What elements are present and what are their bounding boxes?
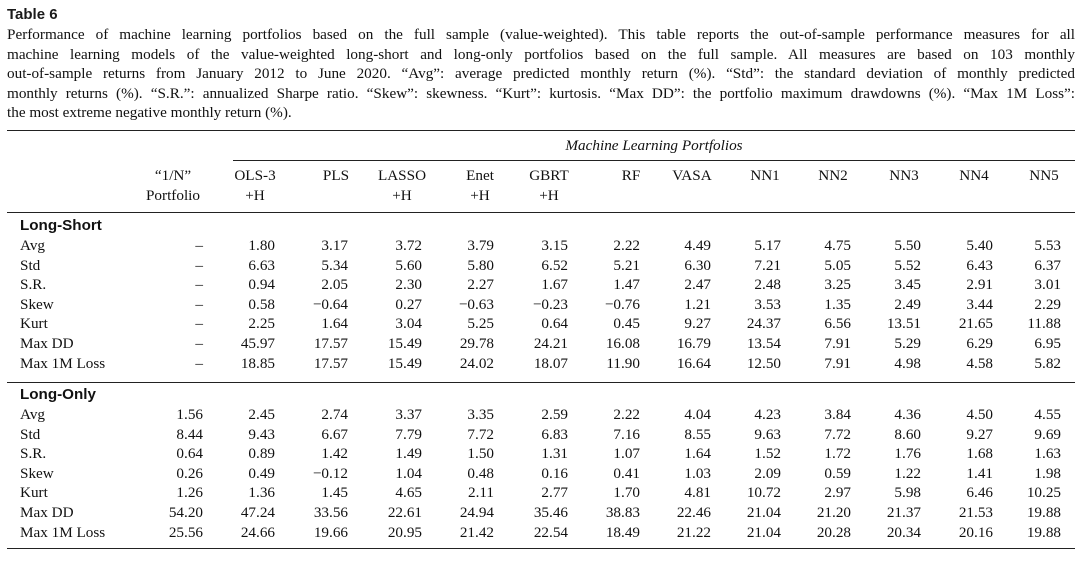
- table-cell: −0.64: [312, 295, 348, 313]
- table-cell: 1.49: [395, 445, 422, 463]
- table-cell: 1.31: [541, 445, 568, 463]
- caption-line: out-of-sample returns from January 2012 to June 2020. “Avg”: average predicted monthly return (%). “Std”: the standard deviation of monthly predicted: [7, 65, 1075, 83]
- table-cell: 47.24: [240, 504, 275, 521]
- table-cell: 5.40: [966, 237, 993, 254]
- column-header: “1/N”: [154, 167, 192, 184]
- table-cell: 2.49: [894, 295, 921, 313]
- table-cell: 10.25: [1026, 484, 1061, 502]
- table-cell: –: [195, 315, 203, 333]
- table-cell: 1.41: [966, 464, 993, 482]
- section-divider: [7, 382, 1075, 383]
- table-cell: 0.64: [541, 315, 568, 333]
- table-cell: 0.26: [176, 464, 203, 482]
- column-header: NN3: [889, 167, 919, 184]
- table-cell: 5.98: [894, 484, 921, 502]
- table-cell: 6.46: [966, 484, 993, 502]
- table-cell: –: [195, 237, 203, 254]
- group-underline: [233, 160, 1075, 161]
- table-cell: 4.65: [395, 484, 422, 502]
- row-label: Skew: [20, 295, 54, 313]
- table-cell: 7.91: [824, 335, 851, 352]
- table-cell: 21.65: [958, 315, 993, 333]
- table-cell: 4.50: [966, 406, 993, 423]
- column-header: NN2: [818, 167, 848, 184]
- table-cell: 16.79: [676, 335, 711, 352]
- table-cell: 15.49: [387, 354, 422, 372]
- table-cell: 0.41: [613, 464, 640, 482]
- table-cell: 7.79: [395, 425, 422, 443]
- table-cell: 19.66: [313, 523, 348, 541]
- table-cell: 6.30: [684, 256, 711, 274]
- table-cell: 8.55: [684, 425, 711, 443]
- table-cell: 10.72: [746, 484, 781, 502]
- table-cell: 1.04: [395, 464, 422, 482]
- row-label: Avg: [20, 237, 46, 254]
- row-label: Max 1M Loss: [20, 354, 106, 372]
- table-cell: 18.07: [533, 354, 568, 372]
- table-cell: 1.47: [613, 276, 640, 294]
- table-cell: 1.56: [176, 406, 203, 423]
- table-cell: 5.80: [467, 256, 494, 274]
- table-cell: 2.30: [395, 276, 422, 294]
- table-caption: [7, 25, 1075, 123]
- table-cell: 3.25: [824, 276, 851, 294]
- table-cell: 5.25: [467, 315, 494, 333]
- column-header: NN5: [1029, 167, 1059, 184]
- table-cell: 5.50: [894, 237, 921, 254]
- row-label: Skew: [20, 464, 54, 482]
- table-cell: 1.35: [824, 295, 851, 313]
- table-cell: 1.76: [894, 445, 921, 463]
- row-label: Kurt: [20, 315, 48, 333]
- table-cell: 21.04: [746, 523, 781, 541]
- table-cell: 3.15: [541, 237, 568, 254]
- table-cell: 0.45: [613, 315, 640, 333]
- column-header: RF: [621, 167, 641, 184]
- row-label: Std: [20, 425, 41, 443]
- table-cell: 6.52: [541, 256, 568, 274]
- column-header-sub: +H: [245, 187, 265, 204]
- table-cell: 45.97: [240, 335, 275, 352]
- table-label: Table 6: [7, 6, 58, 23]
- table-cell: 24.66: [240, 523, 275, 541]
- table-cell: 1.50: [467, 445, 494, 463]
- table-cell: 0.89: [248, 445, 275, 463]
- table-cell: 3.04: [395, 315, 422, 333]
- table-cell: 0.64: [176, 445, 203, 463]
- table-cell: 1.63: [1034, 445, 1061, 463]
- table-cell: −0.76: [604, 295, 640, 313]
- table-cell: 2.09: [754, 464, 781, 482]
- table-cell: 1.52: [754, 445, 781, 463]
- table-cell: 35.46: [533, 504, 568, 521]
- row-label: S.R.: [20, 276, 47, 294]
- table-cell: 2.22: [613, 406, 640, 423]
- table-cell: 54.20: [168, 504, 203, 521]
- row-label: Max 1M Loss: [20, 523, 106, 541]
- table-cell: 15.49: [387, 335, 422, 352]
- table-cell: 1.64: [321, 315, 348, 333]
- table-cell: 6.43: [966, 256, 993, 274]
- table-cell: 22.61: [387, 504, 422, 521]
- table-cell: 1.07: [613, 445, 640, 463]
- table-cell: 5.60: [395, 256, 422, 274]
- table-cell: 1.36: [248, 484, 275, 502]
- table-cell: 12.50: [746, 354, 781, 372]
- table-cell: 2.29: [1034, 295, 1061, 313]
- column-header: NN4: [959, 167, 989, 184]
- table-cell: 16.08: [605, 335, 640, 352]
- column-header: OLS-3: [234, 167, 276, 184]
- table-cell: 24.94: [459, 504, 494, 521]
- table-cell: 1.45: [321, 484, 348, 502]
- table-cell: 3.79: [467, 237, 494, 254]
- column-header-sub: Portfolio: [145, 187, 200, 204]
- table-cell: 20.28: [816, 523, 851, 541]
- table-cell: 24.02: [459, 354, 494, 372]
- row-label: Std: [20, 256, 41, 274]
- table-cell: 3.01: [1034, 276, 1061, 294]
- table-cell: 5.53: [1034, 237, 1061, 254]
- table-cell: 3.37: [395, 406, 422, 423]
- table-cell: 2.05: [321, 276, 348, 294]
- table-cell: 13.51: [886, 315, 921, 333]
- column-header: VASA: [672, 167, 712, 184]
- table-cell: 33.56: [313, 504, 348, 521]
- caption-line: machine learning models of the value-weighted long-short and long-only portfolios based on the full sample. All measures are based on 103 monthly: [7, 45, 1075, 63]
- table-cell: 21.22: [676, 523, 711, 541]
- table-cell: 2.22: [613, 237, 640, 254]
- table-cell: 3.72: [395, 237, 422, 254]
- table-cell: 3.44: [966, 295, 993, 313]
- column-header: PLS: [322, 167, 350, 184]
- table-cell: 7.21: [754, 256, 781, 274]
- table-cell: 2.48: [754, 276, 781, 294]
- table-cell: 16.64: [676, 354, 711, 372]
- table-cell: 9.69: [1034, 425, 1061, 443]
- table-cell: 4.23: [754, 406, 781, 423]
- table-cell: 9.43: [248, 425, 275, 443]
- table-cell: 1.03: [684, 464, 711, 482]
- table-cell: 0.94: [248, 276, 275, 294]
- table-cell: 4.81: [684, 484, 711, 502]
- table-cell: 1.42: [321, 445, 348, 463]
- table-cell: 22.46: [676, 504, 711, 521]
- column-header-sub: +H: [470, 187, 490, 204]
- row-label: Kurt: [20, 484, 48, 502]
- table-cell: 1.21: [684, 295, 711, 313]
- table-cell: 1.67: [541, 276, 568, 294]
- table-cell: 2.91: [966, 276, 993, 294]
- table-cell: −0.63: [458, 295, 494, 313]
- table-cell: 2.47: [684, 276, 711, 294]
- table-cell: 24.21: [533, 335, 568, 352]
- table-cell: 6.37: [1034, 256, 1061, 274]
- section-title: Long-Only: [20, 386, 96, 403]
- header-rule: [7, 212, 1075, 213]
- table-cell: 7.91: [824, 354, 851, 372]
- table-cell: 5.05: [824, 256, 851, 274]
- row-label: Max DD: [20, 335, 74, 352]
- table-cell: 18.85: [240, 354, 275, 372]
- table-cell: 5.34: [321, 256, 348, 274]
- table-cell: 4.55: [1034, 406, 1061, 423]
- table-cell: 3.45: [894, 276, 921, 294]
- table-cell: 4.04: [684, 406, 711, 423]
- table-cell: 5.29: [894, 335, 921, 352]
- table-cell: 6.83: [541, 425, 568, 443]
- caption-line: Performance of machine learning portfolios based on the full sample (value-weighted). This table reports the out-of-sample performance measures for all: [7, 26, 1075, 43]
- column-header-sub: +H: [539, 187, 559, 204]
- table-cell: 6.63: [248, 256, 275, 274]
- table-cell: –: [195, 256, 203, 274]
- table-cell: 6.67: [321, 425, 348, 443]
- table-cell: 7.72: [824, 425, 851, 443]
- table-cell: 4.75: [824, 237, 851, 254]
- table-cell: 1.68: [966, 445, 993, 463]
- table-cell: 24.37: [746, 315, 781, 333]
- table-cell: 21.53: [958, 504, 993, 521]
- table-cell: 0.48: [467, 464, 494, 482]
- column-header-sub: +H: [392, 187, 412, 204]
- table-cell: –: [195, 335, 203, 352]
- table-cell: 6.95: [1034, 335, 1061, 352]
- table-cell: 1.64: [684, 445, 711, 463]
- table-cell: 9.27: [684, 315, 711, 333]
- table-cell: 3.17: [321, 237, 348, 254]
- table-cell: 0.49: [248, 464, 275, 482]
- table-cell: 4.58: [966, 354, 993, 372]
- group-header: Machine Learning Portfolios: [565, 137, 743, 154]
- table-cell: 21.42: [459, 523, 494, 541]
- table-cell: 6.56: [824, 315, 851, 333]
- table-cell: 5.17: [754, 237, 781, 254]
- table-cell: 9.27: [966, 425, 993, 443]
- table-cell: 11.88: [1027, 315, 1061, 333]
- table-cell: 4.36: [894, 406, 921, 423]
- table-cell: 4.49: [684, 237, 711, 254]
- table-cell: 21.37: [886, 504, 921, 521]
- table-cell: 1.98: [1034, 464, 1061, 482]
- table-cell: 2.97: [824, 484, 851, 502]
- bottom-rule: [7, 548, 1075, 549]
- table-cell: −0.12: [312, 464, 348, 482]
- table-cell: 2.11: [467, 484, 494, 502]
- table-cell: 0.58: [248, 295, 275, 313]
- table-cell: −0.23: [532, 295, 568, 313]
- table-cell: 1.72: [824, 445, 851, 463]
- table-cell: 17.57: [313, 335, 348, 352]
- caption-line: monthly returns (%). “S.R.”: annualized Sharpe ratio. “Skew”: skewness. “Kurt”: kurtosis. “Max DD”: the portfolio maximum drawdowns (%). “Max 1M Loss”:: [7, 84, 1075, 102]
- table-cell: 6.29: [966, 335, 993, 352]
- table-cell: 8.60: [894, 425, 921, 443]
- table-cell: 2.27: [467, 276, 494, 294]
- table-cell: 9.63: [754, 425, 781, 443]
- table-cell: 2.59: [541, 406, 568, 423]
- table-cell: 25.56: [168, 523, 203, 541]
- table-cell: 22.54: [533, 523, 568, 541]
- table-cell: 11.90: [606, 354, 640, 372]
- row-label: Avg: [20, 406, 46, 423]
- table-cell: 5.82: [1034, 354, 1061, 372]
- table-cell: 20.16: [958, 523, 993, 541]
- table-cell: 1.26: [176, 484, 203, 502]
- table-cell: 2.74: [321, 406, 348, 423]
- table-cell: 0.59: [824, 464, 851, 482]
- column-header: NN1: [750, 167, 780, 184]
- column-header: Enet: [466, 167, 494, 184]
- table-cell: 18.49: [605, 523, 640, 541]
- table-cell: 2.45: [248, 406, 275, 423]
- table-cell: 7.16: [613, 425, 640, 443]
- table-cell: 0.27: [395, 295, 422, 313]
- table-cell: 1.80: [248, 237, 275, 254]
- table-cell: 17.57: [313, 354, 348, 372]
- table-cell: 21.04: [746, 504, 781, 521]
- table-cell: –: [195, 354, 203, 372]
- column-header: GBRT: [529, 167, 569, 184]
- table-cell: 3.53: [754, 295, 781, 313]
- section-title: Long-Short: [20, 217, 102, 234]
- table-cell: 2.25: [248, 315, 275, 333]
- table-cell: 0.16: [541, 464, 568, 482]
- table-cell: 2.77: [541, 484, 568, 502]
- top-rule: [7, 130, 1075, 131]
- row-label: S.R.: [20, 445, 47, 463]
- table-cell: 1.22: [894, 464, 921, 482]
- table-cell: 4.98: [894, 354, 921, 372]
- row-label: Max DD: [20, 504, 74, 521]
- table-cell: 20.34: [886, 523, 921, 541]
- table-cell: 20.95: [387, 523, 422, 541]
- table-cell: –: [195, 276, 203, 294]
- table-cell: 19.88: [1026, 523, 1061, 541]
- table-cell: 7.72: [467, 425, 494, 443]
- table-cell: 5.21: [613, 256, 640, 274]
- table-cell: 29.78: [459, 335, 494, 352]
- table-cell: 1.70: [613, 484, 640, 502]
- table-cell: 5.52: [894, 256, 921, 274]
- table-cell: 38.83: [605, 504, 640, 521]
- table-cell: 3.35: [467, 406, 494, 423]
- table-cell: 13.54: [746, 335, 781, 352]
- table-cell: 21.20: [816, 504, 851, 521]
- table-cell: 19.88: [1026, 504, 1061, 521]
- caption-line: the most extreme negative monthly return (%).: [7, 104, 292, 122]
- table-cell: 3.84: [824, 406, 851, 423]
- table-cell: 8.44: [176, 425, 203, 443]
- column-header: LASSO: [377, 167, 427, 184]
- table-cell: –: [195, 295, 203, 313]
